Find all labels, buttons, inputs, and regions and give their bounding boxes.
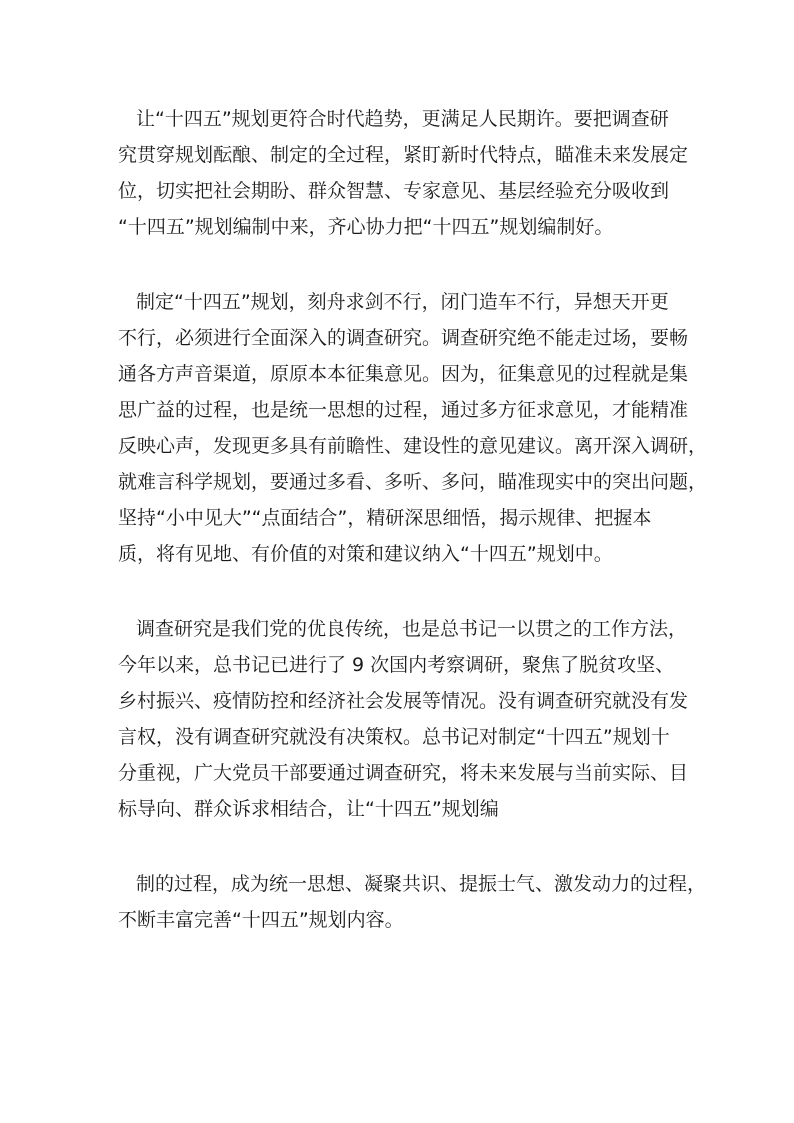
paragraph-2-line-3: 通各方声音渠道，原原本本征集意见。因为，征集意见的过程就是集 [118, 363, 689, 385]
paragraph-3-line-6: 标导向、群众诉求相结合，让“十四五”规划编 [118, 798, 499, 820]
paragraph-2-line-8: 质，将有见地、有价值的对策和建议纳入“十四五”规划中。 [118, 543, 613, 565]
paragraph-4-line-1: 制的过程，成为统一思想、凝聚共识、提振士气、激发动力的过程， [136, 873, 707, 895]
paragraph-1-line-1: 让“十四五”规划更符合时代趋势，更满足人民期许。要把调查研 [136, 108, 669, 130]
paragraph-2-line-1: 制定“十四五”规划，刻舟求剑不行，闭门造车不行，异想天开更 [136, 291, 669, 313]
paragraph-1-line-3: 位，切实把社会期盼、群众智慧、专家意见、基层经验充分吸收到 [118, 180, 670, 202]
paragraph-3-line-4: 言权，没有调查研究就没有决策权。总书记对制定“十四五”规划十 [118, 726, 670, 748]
paragraph-2-line-2: 不行，必须进行全面深入的调查研究。调查研究绝不能走过场，要畅 [118, 327, 689, 349]
paragraph-3-line-5: 分重视，广大党员干部要通过调查研究，将未来发展与当前实际、目 [118, 762, 689, 784]
paragraph-3-line-3: 乡村振兴、疫情防控和经济社会发展等情况。没有调查研究就没有发 [118, 690, 689, 712]
paragraph-2-line-5: 反映心声，发现更多具有前瞻性、建设性的意见建议。离开深入调研， [118, 435, 708, 457]
paragraph-2-line-4: 思广益的过程，也是统一思想的过程，通过多方征求意见，才能精准 [118, 399, 689, 421]
paragraph-4-line-2: 不断丰富完善“十四五”规划内容。 [118, 909, 404, 931]
paragraph-1-line-4: “十四五”规划编制中来，齐心协力把“十四五”规划编制好。 [118, 216, 614, 238]
paragraph-2-line-7: 坚持“小中见大”“点面结合”，精研深思细悟，揭示规律、把握本 [118, 507, 652, 529]
paragraph-3-line-2: 今年以来，总书记已进行了 9 次国内考察调研，聚焦了脱贫攻坚、 [118, 654, 675, 676]
paragraph-1-line-2: 究贯穿规划酝酿、制定的全过程，紧盯新时代特点，瞄准未来发展定 [118, 144, 689, 166]
paragraph-3-line-1: 调查研究是我们党的优良传统，也是总书记一以贯之的工作方法， [136, 618, 688, 640]
paragraph-2-line-6: 就难言科学规划，要通过多看、多听、多问，瞄准现实中的突出问题， [118, 471, 708, 493]
